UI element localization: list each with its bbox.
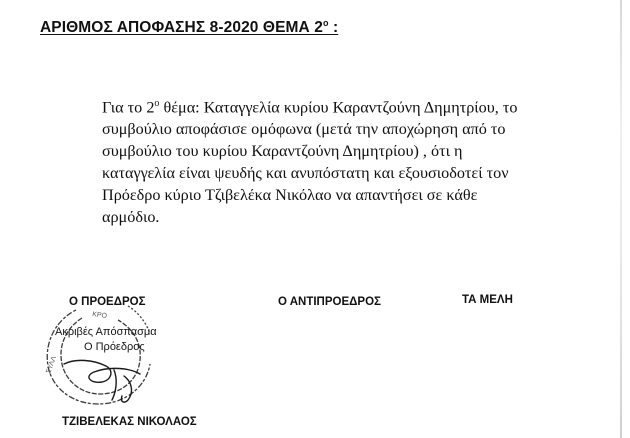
title-text: ΑΡΙΘΜΟΣ ΑΠΟΦΑΣΗΣ 8-2020 ΘΕΜΑ 2 (40, 19, 323, 37)
title-superscript: ο (322, 18, 329, 28)
members-label: ΤΑ ΜΕΛΗ (462, 294, 513, 306)
body-line-2: συμβούλιο αποφάσισε ομόφωνα (μετά την αποχώρηση από το (102, 120, 506, 139)
president-name: ΤΖΙΒΕΛΕΚΑΣ ΝΙΚΟΛΑΟΣ (62, 416, 197, 428)
body-line-1-start: Για το 2 (102, 98, 155, 117)
scan-edge-shadow (620, 0, 622, 438)
body-line-5: Πρόεδρο κύριο Τζιβελέκα Νικόλαο να απαντήσει σε κάθε (102, 186, 478, 205)
body-line-6: αρμόδιο. (102, 208, 160, 227)
president-label: Ο ΠΡΟΕΔΡΟΣ (69, 296, 146, 308)
body-line-1-end: θέμα: Καταγγελία κυρίου Καραντζούνη Δημητρίου, το (159, 98, 518, 117)
stamp-line-president: Ο Πρόεδρος (84, 341, 145, 353)
svg-text:ΚΡΟ: ΚΡΟ (91, 311, 108, 321)
body-line-3: συμβούλιο του κυρίου Καραντζούνη Δημητρίου) , ότι η (102, 142, 463, 161)
stamp-line-exact-copy: Ακριβές Απόσπασμα (55, 326, 157, 338)
decision-title (40, 18, 338, 37)
svg-text:ΣΥΛΛ: ΣΥΛΛ (45, 355, 58, 375)
body-line-4: καταγγελία είναι ψευδής και ανυπόστατη και εξουσιοδοτεί τον (102, 164, 509, 183)
body-line-1-superscript: ο (154, 98, 160, 109)
title-colon: : (328, 19, 339, 37)
vice-president-label: Ο ΑΝΤΙΠΡΟΕΔΡΟΣ (278, 296, 381, 308)
decision-body (102, 93, 580, 228)
handwritten-signature-icon (54, 350, 164, 410)
body-line-1 (102, 93, 580, 118)
